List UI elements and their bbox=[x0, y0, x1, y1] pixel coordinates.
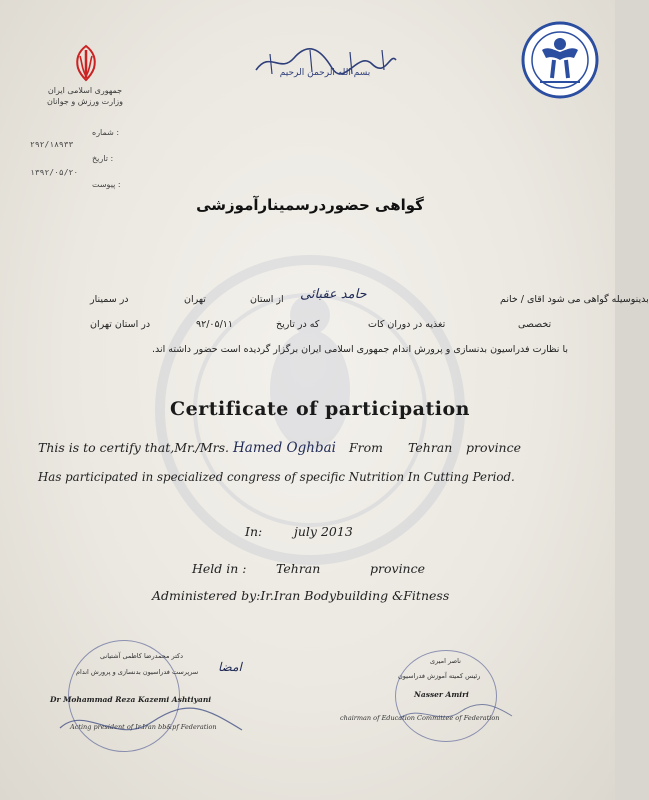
held-label: Held in : bbox=[192, 561, 247, 576]
right-role: chairman of Education Committee of Federation bbox=[340, 714, 500, 722]
emblem-line-1: جمهوری اسلامی ایران bbox=[47, 86, 123, 95]
held-province: province bbox=[370, 561, 426, 576]
number-label: شماره : bbox=[92, 128, 120, 137]
left-role: Acting president of Ir.Iran bb&pf Federation bbox=[70, 723, 217, 731]
fa-line1-text: بدینوسیله گواهی می شود اقای / خانم bbox=[500, 294, 649, 305]
certify-line bbox=[38, 440, 336, 456]
right-name: Nasser Amiri bbox=[414, 690, 469, 699]
iran-emblem-icon bbox=[68, 42, 104, 82]
from-label: From bbox=[349, 440, 384, 455]
signature-scribble-icon bbox=[56, 700, 246, 750]
left-fa-role: سرپرست فدراسیون بدنسازی و پرورش اندام bbox=[76, 668, 199, 676]
fa-line1-from: از استان bbox=[250, 294, 284, 305]
participated-line: Has participated in specialized congress of specific Nutrition In Cutting Period. bbox=[38, 470, 515, 484]
held-city: Tehran bbox=[276, 561, 321, 576]
in-value: july 2013 bbox=[294, 524, 353, 539]
fa-line1-name: حامد عقبائی bbox=[300, 287, 367, 302]
fa-line2-specialized: تخصصی bbox=[518, 319, 552, 330]
bismillah-calligraphy bbox=[250, 40, 400, 84]
participant-name: Hamed Oghbai bbox=[233, 440, 336, 456]
number-value: ۲۹۲/۱۸۹۳۳ bbox=[30, 140, 74, 149]
from-province: province bbox=[466, 440, 522, 455]
fa-line2-date: ۹۲/۰۵/۱۱ bbox=[196, 319, 234, 330]
date-label: تاریخ : bbox=[92, 154, 114, 163]
persian-title: گواهی حضوردرسمینارآموزشی bbox=[196, 196, 424, 214]
date-value: ۱۳۹۲/۰۵/۲۰ bbox=[30, 168, 79, 177]
fa-line3: با نظارت فدراسیون بدنسازی و پرورش اندام جمهوری اسلامی ایران برگزار گردیده است حضور داشته اند. bbox=[151, 344, 568, 355]
left-fa-title: دکتر محمدرضا کاظمی آشتیانی bbox=[100, 652, 184, 660]
fa-line2-date-text: که در تاریخ bbox=[276, 319, 320, 330]
right-fa-name: ناصر امیری bbox=[430, 657, 461, 665]
attachment-label: پیوست : bbox=[92, 180, 121, 189]
from-city: Tehran bbox=[408, 440, 453, 455]
left-name: Dr Mohammad Reza Kazemi Ashtiyani bbox=[50, 695, 212, 704]
fa-line1-seminar: در سمینار bbox=[90, 294, 129, 305]
in-label: In: bbox=[245, 524, 263, 539]
bismillah-text: بسم الله الرحمن الرحیم bbox=[279, 68, 371, 78]
certificate-title: Certificate of participation bbox=[170, 398, 470, 420]
federation-logo-icon bbox=[520, 20, 600, 100]
right-fa-role: رئیس کمیته آموزش فدراسیون bbox=[398, 672, 481, 680]
right-signature-scribble-icon bbox=[396, 700, 516, 730]
administered-line: Administered by:Ir.Iran Bodybuilding &Fitness bbox=[152, 588, 450, 603]
certify-prefix: This is to certify that,Mr./Mrs. bbox=[38, 440, 230, 455]
fa-line2-in-province: در استان تهران bbox=[90, 319, 151, 330]
emblem-line-2: وزارت ورزش و جوانان bbox=[46, 97, 124, 106]
fa-line1-province: تهران bbox=[184, 294, 206, 305]
fa-line2-topic: تغذیه در دوران کات bbox=[368, 319, 446, 330]
left-signature: امضا bbox=[218, 660, 242, 674]
